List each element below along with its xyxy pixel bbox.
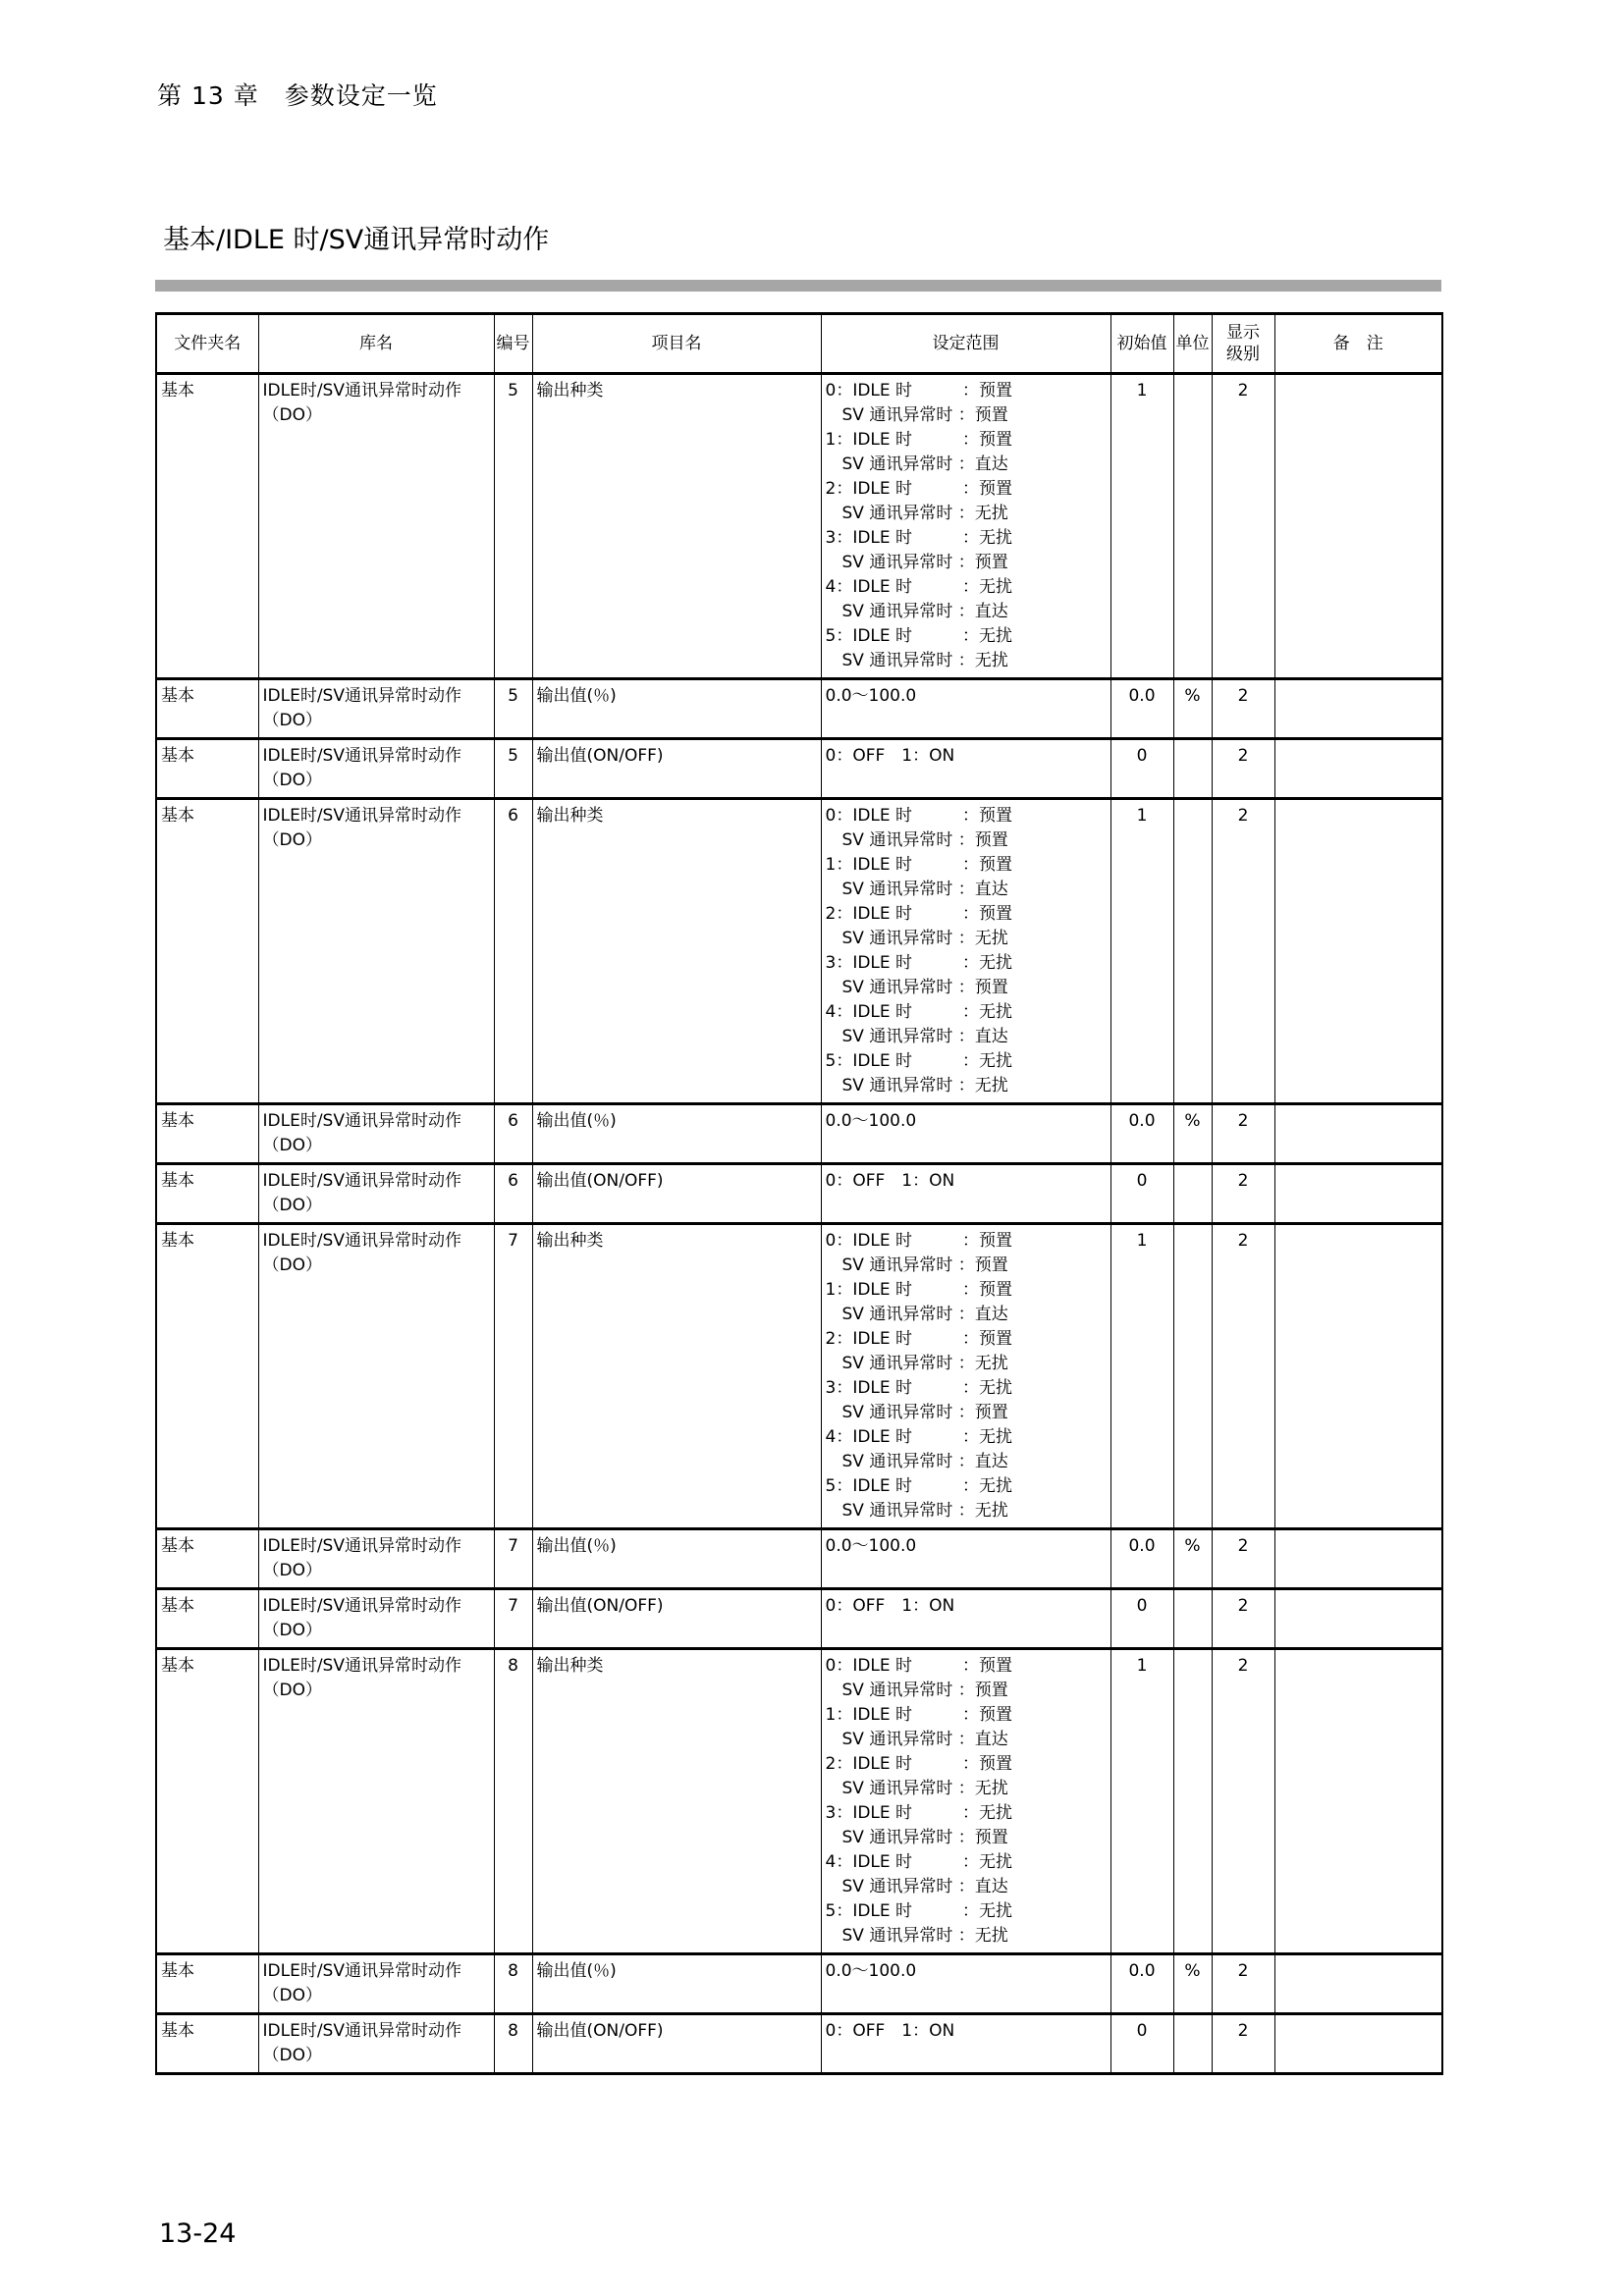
header-number: 编号 bbox=[494, 314, 532, 374]
cell-unit bbox=[1173, 374, 1212, 679]
cell-unit bbox=[1173, 799, 1212, 1104]
range-line: 4：IDLE 时 ：无扰 bbox=[825, 1852, 1013, 1872]
range-line: SV 通讯异常时 ：直达 bbox=[825, 602, 1008, 621]
table-row bbox=[156, 374, 1442, 679]
cell-item: 输出值(％) bbox=[532, 1529, 821, 1589]
cell-folder: 基本 bbox=[156, 739, 258, 799]
table-header-row bbox=[156, 314, 1442, 374]
range-line: 0.0～100.0 bbox=[825, 1536, 917, 1556]
section-title: 基本/IDLE 时/SV通讯异常时动作 bbox=[163, 225, 550, 255]
cell-note bbox=[1274, 374, 1442, 679]
cell-library: IDLE时/SV通讯异常时动作（DO） bbox=[258, 679, 494, 739]
cell-note bbox=[1274, 1529, 1442, 1589]
cell-range bbox=[821, 1589, 1110, 1649]
cell-library: IDLE时/SV通讯异常时动作（DO） bbox=[258, 2014, 494, 2074]
cell-initial: 1 bbox=[1110, 374, 1173, 679]
range-line: SV 通讯异常时 ：直达 bbox=[825, 454, 1008, 474]
range-line: 5：IDLE 时 ：无扰 bbox=[825, 1051, 1013, 1071]
cell-range bbox=[821, 739, 1110, 799]
cell-number: 6 bbox=[494, 799, 532, 1104]
range-line: SV 通讯异常时 ：无扰 bbox=[825, 1926, 1008, 1946]
cell-library: IDLE时/SV通讯异常时动作（DO） bbox=[258, 1649, 494, 1954]
range-line: SV 通讯异常时 ：直达 bbox=[825, 1730, 1008, 1749]
table-body bbox=[156, 374, 1442, 2074]
range-line: 1：IDLE 时 ：预置 bbox=[825, 430, 1013, 450]
table-row bbox=[156, 1164, 1442, 1224]
range-line: 0：IDLE 时 ：预置 bbox=[825, 1231, 1013, 1251]
cell-item: 输出值(ON/OFF) bbox=[532, 1589, 821, 1649]
range-line: SV 通讯异常时 ：无扰 bbox=[825, 1076, 1008, 1095]
range-line: 0：OFF 1：ON bbox=[825, 1171, 955, 1191]
cell-item: 输出值(ON/OFF) bbox=[532, 739, 821, 799]
range-line: 0：IDLE 时 ：预置 bbox=[825, 806, 1013, 826]
cell-number: 5 bbox=[494, 679, 532, 739]
chapter-heading: 第 13 章 参数设定一览 bbox=[157, 81, 438, 110]
header-initial: 初始值 bbox=[1110, 314, 1173, 374]
range-line: SV 通讯异常时 ：无扰 bbox=[825, 1779, 1008, 1798]
header-unit: 单位 bbox=[1173, 314, 1212, 374]
range-line: SV 通讯异常时 ：预置 bbox=[825, 978, 1008, 997]
cell-unit: % bbox=[1173, 1954, 1212, 2014]
range-line: SV 通讯异常时 ：直达 bbox=[825, 1452, 1008, 1471]
cell-note bbox=[1274, 2014, 1442, 2074]
cell-level: 2 bbox=[1212, 1954, 1274, 2014]
range-line: SV 通讯异常时 ：直达 bbox=[825, 1027, 1008, 1046]
range-line: 3：IDLE 时 ：无扰 bbox=[825, 1378, 1013, 1398]
cell-unit bbox=[1173, 1224, 1212, 1529]
cell-range bbox=[821, 374, 1110, 679]
cell-range bbox=[821, 2014, 1110, 2074]
cell-initial: 0 bbox=[1110, 1164, 1173, 1224]
cell-note bbox=[1274, 1224, 1442, 1529]
cell-initial: 0.0 bbox=[1110, 1529, 1173, 1589]
table-row bbox=[156, 1529, 1442, 1589]
cell-number: 5 bbox=[494, 739, 532, 799]
cell-number: 8 bbox=[494, 2014, 532, 2074]
cell-number: 7 bbox=[494, 1529, 532, 1589]
range-line: SV 通讯异常时 ：无扰 bbox=[825, 1501, 1008, 1521]
range-line: 5：IDLE 时 ：无扰 bbox=[825, 1476, 1013, 1496]
cell-folder: 基本 bbox=[156, 1164, 258, 1224]
cell-range bbox=[821, 1954, 1110, 2014]
table-row bbox=[156, 679, 1442, 739]
cell-level: 2 bbox=[1212, 374, 1274, 679]
cell-number: 8 bbox=[494, 1954, 532, 2014]
table-row bbox=[156, 739, 1442, 799]
cell-item: 输出值(％) bbox=[532, 679, 821, 739]
cell-library: IDLE时/SV通讯异常时动作（DO） bbox=[258, 1954, 494, 2014]
cell-folder: 基本 bbox=[156, 1649, 258, 1954]
range-line: 3：IDLE 时 ：无扰 bbox=[825, 1803, 1013, 1823]
cell-unit bbox=[1173, 2014, 1212, 2074]
header-note: 备 注 bbox=[1274, 314, 1442, 374]
cell-range bbox=[821, 1529, 1110, 1589]
range-line: 5：IDLE 时 ：无扰 bbox=[825, 1901, 1013, 1921]
cell-level: 2 bbox=[1212, 679, 1274, 739]
cell-unit: % bbox=[1173, 1529, 1212, 1589]
cell-range bbox=[821, 1224, 1110, 1529]
cell-level: 2 bbox=[1212, 1529, 1274, 1589]
range-line: 4：IDLE 时 ：无扰 bbox=[825, 1002, 1013, 1022]
table-row bbox=[156, 1104, 1442, 1164]
cell-item: 输出种类 bbox=[532, 1649, 821, 1954]
cell-item: 输出值(ON/OFF) bbox=[532, 1164, 821, 1224]
range-line: SV 通讯异常时 ：直达 bbox=[825, 1877, 1008, 1896]
range-line: SV 通讯异常时 ：无扰 bbox=[825, 929, 1008, 948]
range-line: 2：IDLE 时 ：预置 bbox=[825, 479, 1013, 499]
parameter-table bbox=[155, 312, 1443, 2075]
range-line: 2：IDLE 时 ：预置 bbox=[825, 904, 1013, 924]
cell-note bbox=[1274, 1164, 1442, 1224]
cell-unit: % bbox=[1173, 1104, 1212, 1164]
cell-item: 输出值(％) bbox=[532, 1104, 821, 1164]
header-level: 显示 级别 bbox=[1212, 314, 1274, 374]
cell-initial: 0 bbox=[1110, 2014, 1173, 2074]
cell-unit: % bbox=[1173, 679, 1212, 739]
cell-unit bbox=[1173, 1164, 1212, 1224]
cell-initial: 0.0 bbox=[1110, 1104, 1173, 1164]
range-line: 0：OFF 1：ON bbox=[825, 2021, 955, 2041]
page-number: 13-24 bbox=[159, 2218, 237, 2249]
range-line: 1：IDLE 时 ：预置 bbox=[825, 1280, 1013, 1300]
cell-folder: 基本 bbox=[156, 2014, 258, 2074]
cell-folder: 基本 bbox=[156, 1224, 258, 1529]
cell-note bbox=[1274, 679, 1442, 739]
cell-item: 输出种类 bbox=[532, 799, 821, 1104]
cell-level: 2 bbox=[1212, 1164, 1274, 1224]
cell-folder: 基本 bbox=[156, 679, 258, 739]
range-line: 5：IDLE 时 ：无扰 bbox=[825, 626, 1013, 646]
header-range: 设定范围 bbox=[821, 314, 1110, 374]
cell-level: 2 bbox=[1212, 1224, 1274, 1529]
cell-folder: 基本 bbox=[156, 1104, 258, 1164]
cell-note bbox=[1274, 1104, 1442, 1164]
cell-library: IDLE时/SV通讯异常时动作（DO） bbox=[258, 739, 494, 799]
cell-folder: 基本 bbox=[156, 374, 258, 679]
cell-library: IDLE时/SV通讯异常时动作（DO） bbox=[258, 1529, 494, 1589]
cell-range bbox=[821, 1164, 1110, 1224]
cell-note bbox=[1274, 1589, 1442, 1649]
cell-initial: 0 bbox=[1110, 739, 1173, 799]
cell-initial: 1 bbox=[1110, 799, 1173, 1104]
range-line: 4：IDLE 时 ：无扰 bbox=[825, 577, 1013, 597]
cell-initial: 1 bbox=[1110, 1649, 1173, 1954]
cell-range bbox=[821, 1649, 1110, 1954]
range-line: 2：IDLE 时 ：预置 bbox=[825, 1754, 1013, 1774]
range-line: SV 通讯异常时 ：预置 bbox=[825, 1403, 1008, 1422]
cell-level: 2 bbox=[1212, 1104, 1274, 1164]
cell-note bbox=[1274, 1954, 1442, 2014]
range-line: 3：IDLE 时 ：无扰 bbox=[825, 528, 1013, 548]
cell-level: 2 bbox=[1212, 799, 1274, 1104]
range-line: 0.0～100.0 bbox=[825, 1961, 917, 1981]
range-line: 1：IDLE 时 ：预置 bbox=[825, 1705, 1013, 1725]
table-row bbox=[156, 1589, 1442, 1649]
range-line: 0.0～100.0 bbox=[825, 686, 917, 706]
cell-number: 5 bbox=[494, 374, 532, 679]
range-line: 0：IDLE 时 ：预置 bbox=[825, 381, 1013, 400]
range-line: SV 通讯异常时 ：预置 bbox=[825, 1828, 1008, 1847]
cell-item: 输出值(％) bbox=[532, 1954, 821, 2014]
cell-library: IDLE时/SV通讯异常时动作（DO） bbox=[258, 1589, 494, 1649]
table-row bbox=[156, 1954, 1442, 2014]
header-library: 库名 bbox=[258, 314, 494, 374]
range-line: SV 通讯异常时 ：预置 bbox=[825, 1681, 1008, 1700]
table-row bbox=[156, 1224, 1442, 1529]
cell-folder: 基本 bbox=[156, 1954, 258, 2014]
cell-level: 2 bbox=[1212, 1649, 1274, 1954]
cell-level: 2 bbox=[1212, 739, 1274, 799]
cell-unit bbox=[1173, 1589, 1212, 1649]
cell-initial: 0.0 bbox=[1110, 679, 1173, 739]
cell-range bbox=[821, 679, 1110, 739]
range-line: SV 通讯异常时 ：预置 bbox=[825, 405, 1008, 425]
cell-note bbox=[1274, 1649, 1442, 1954]
range-line: SV 通讯异常时 ：无扰 bbox=[825, 504, 1008, 523]
range-line: 4：IDLE 时 ：无扰 bbox=[825, 1427, 1013, 1447]
cell-library: IDLE时/SV通讯异常时动作（DO） bbox=[258, 799, 494, 1104]
range-line: SV 通讯异常时 ：预置 bbox=[825, 553, 1008, 572]
cell-level: 2 bbox=[1212, 2014, 1274, 2074]
range-line: 1：IDLE 时 ：预置 bbox=[825, 855, 1013, 875]
cell-level: 2 bbox=[1212, 1589, 1274, 1649]
cell-initial: 0.0 bbox=[1110, 1954, 1173, 2014]
range-line: 0：OFF 1：ON bbox=[825, 1596, 955, 1616]
header-item: 项目名 bbox=[532, 314, 821, 374]
range-line: SV 通讯异常时 ：无扰 bbox=[825, 1354, 1008, 1373]
range-line: 3：IDLE 时 ：无扰 bbox=[825, 953, 1013, 973]
cell-number: 7 bbox=[494, 1224, 532, 1529]
cell-range bbox=[821, 1104, 1110, 1164]
range-line: 2：IDLE 时 ：预置 bbox=[825, 1329, 1013, 1349]
range-line: 0：IDLE 时 ：预置 bbox=[825, 1656, 1013, 1676]
table-row bbox=[156, 2014, 1442, 2074]
cell-note bbox=[1274, 739, 1442, 799]
cell-initial: 0 bbox=[1110, 1589, 1173, 1649]
cell-folder: 基本 bbox=[156, 799, 258, 1104]
cell-number: 6 bbox=[494, 1104, 532, 1164]
range-line: 0：OFF 1：ON bbox=[825, 746, 955, 766]
section-divider bbox=[155, 280, 1441, 292]
cell-library: IDLE时/SV通讯异常时动作（DO） bbox=[258, 1224, 494, 1529]
cell-library: IDLE时/SV通讯异常时动作（DO） bbox=[258, 1104, 494, 1164]
cell-item: 输出种类 bbox=[532, 1224, 821, 1529]
cell-unit bbox=[1173, 1649, 1212, 1954]
cell-item: 输出种类 bbox=[532, 374, 821, 679]
range-line: SV 通讯异常时 ：直达 bbox=[825, 1305, 1008, 1324]
range-line: SV 通讯异常时 ：预置 bbox=[825, 1255, 1008, 1275]
cell-number: 8 bbox=[494, 1649, 532, 1954]
range-line: SV 通讯异常时 ：预置 bbox=[825, 830, 1008, 850]
cell-number: 6 bbox=[494, 1164, 532, 1224]
range-line: 0.0～100.0 bbox=[825, 1111, 917, 1131]
cell-unit bbox=[1173, 739, 1212, 799]
table-row bbox=[156, 799, 1442, 1104]
cell-folder: 基本 bbox=[156, 1589, 258, 1649]
range-line: SV 通讯异常时 ：无扰 bbox=[825, 651, 1008, 670]
cell-note bbox=[1274, 799, 1442, 1104]
cell-library: IDLE时/SV通讯异常时动作（DO） bbox=[258, 374, 494, 679]
table-row bbox=[156, 1649, 1442, 1954]
header-folder: 文件夹名 bbox=[156, 314, 258, 374]
cell-number: 7 bbox=[494, 1589, 532, 1649]
cell-library: IDLE时/SV通讯异常时动作（DO） bbox=[258, 1164, 494, 1224]
cell-folder: 基本 bbox=[156, 1529, 258, 1589]
cell-item: 输出值(ON/OFF) bbox=[532, 2014, 821, 2074]
cell-initial: 1 bbox=[1110, 1224, 1173, 1529]
range-line: SV 通讯异常时 ：直达 bbox=[825, 880, 1008, 899]
cell-range bbox=[821, 799, 1110, 1104]
